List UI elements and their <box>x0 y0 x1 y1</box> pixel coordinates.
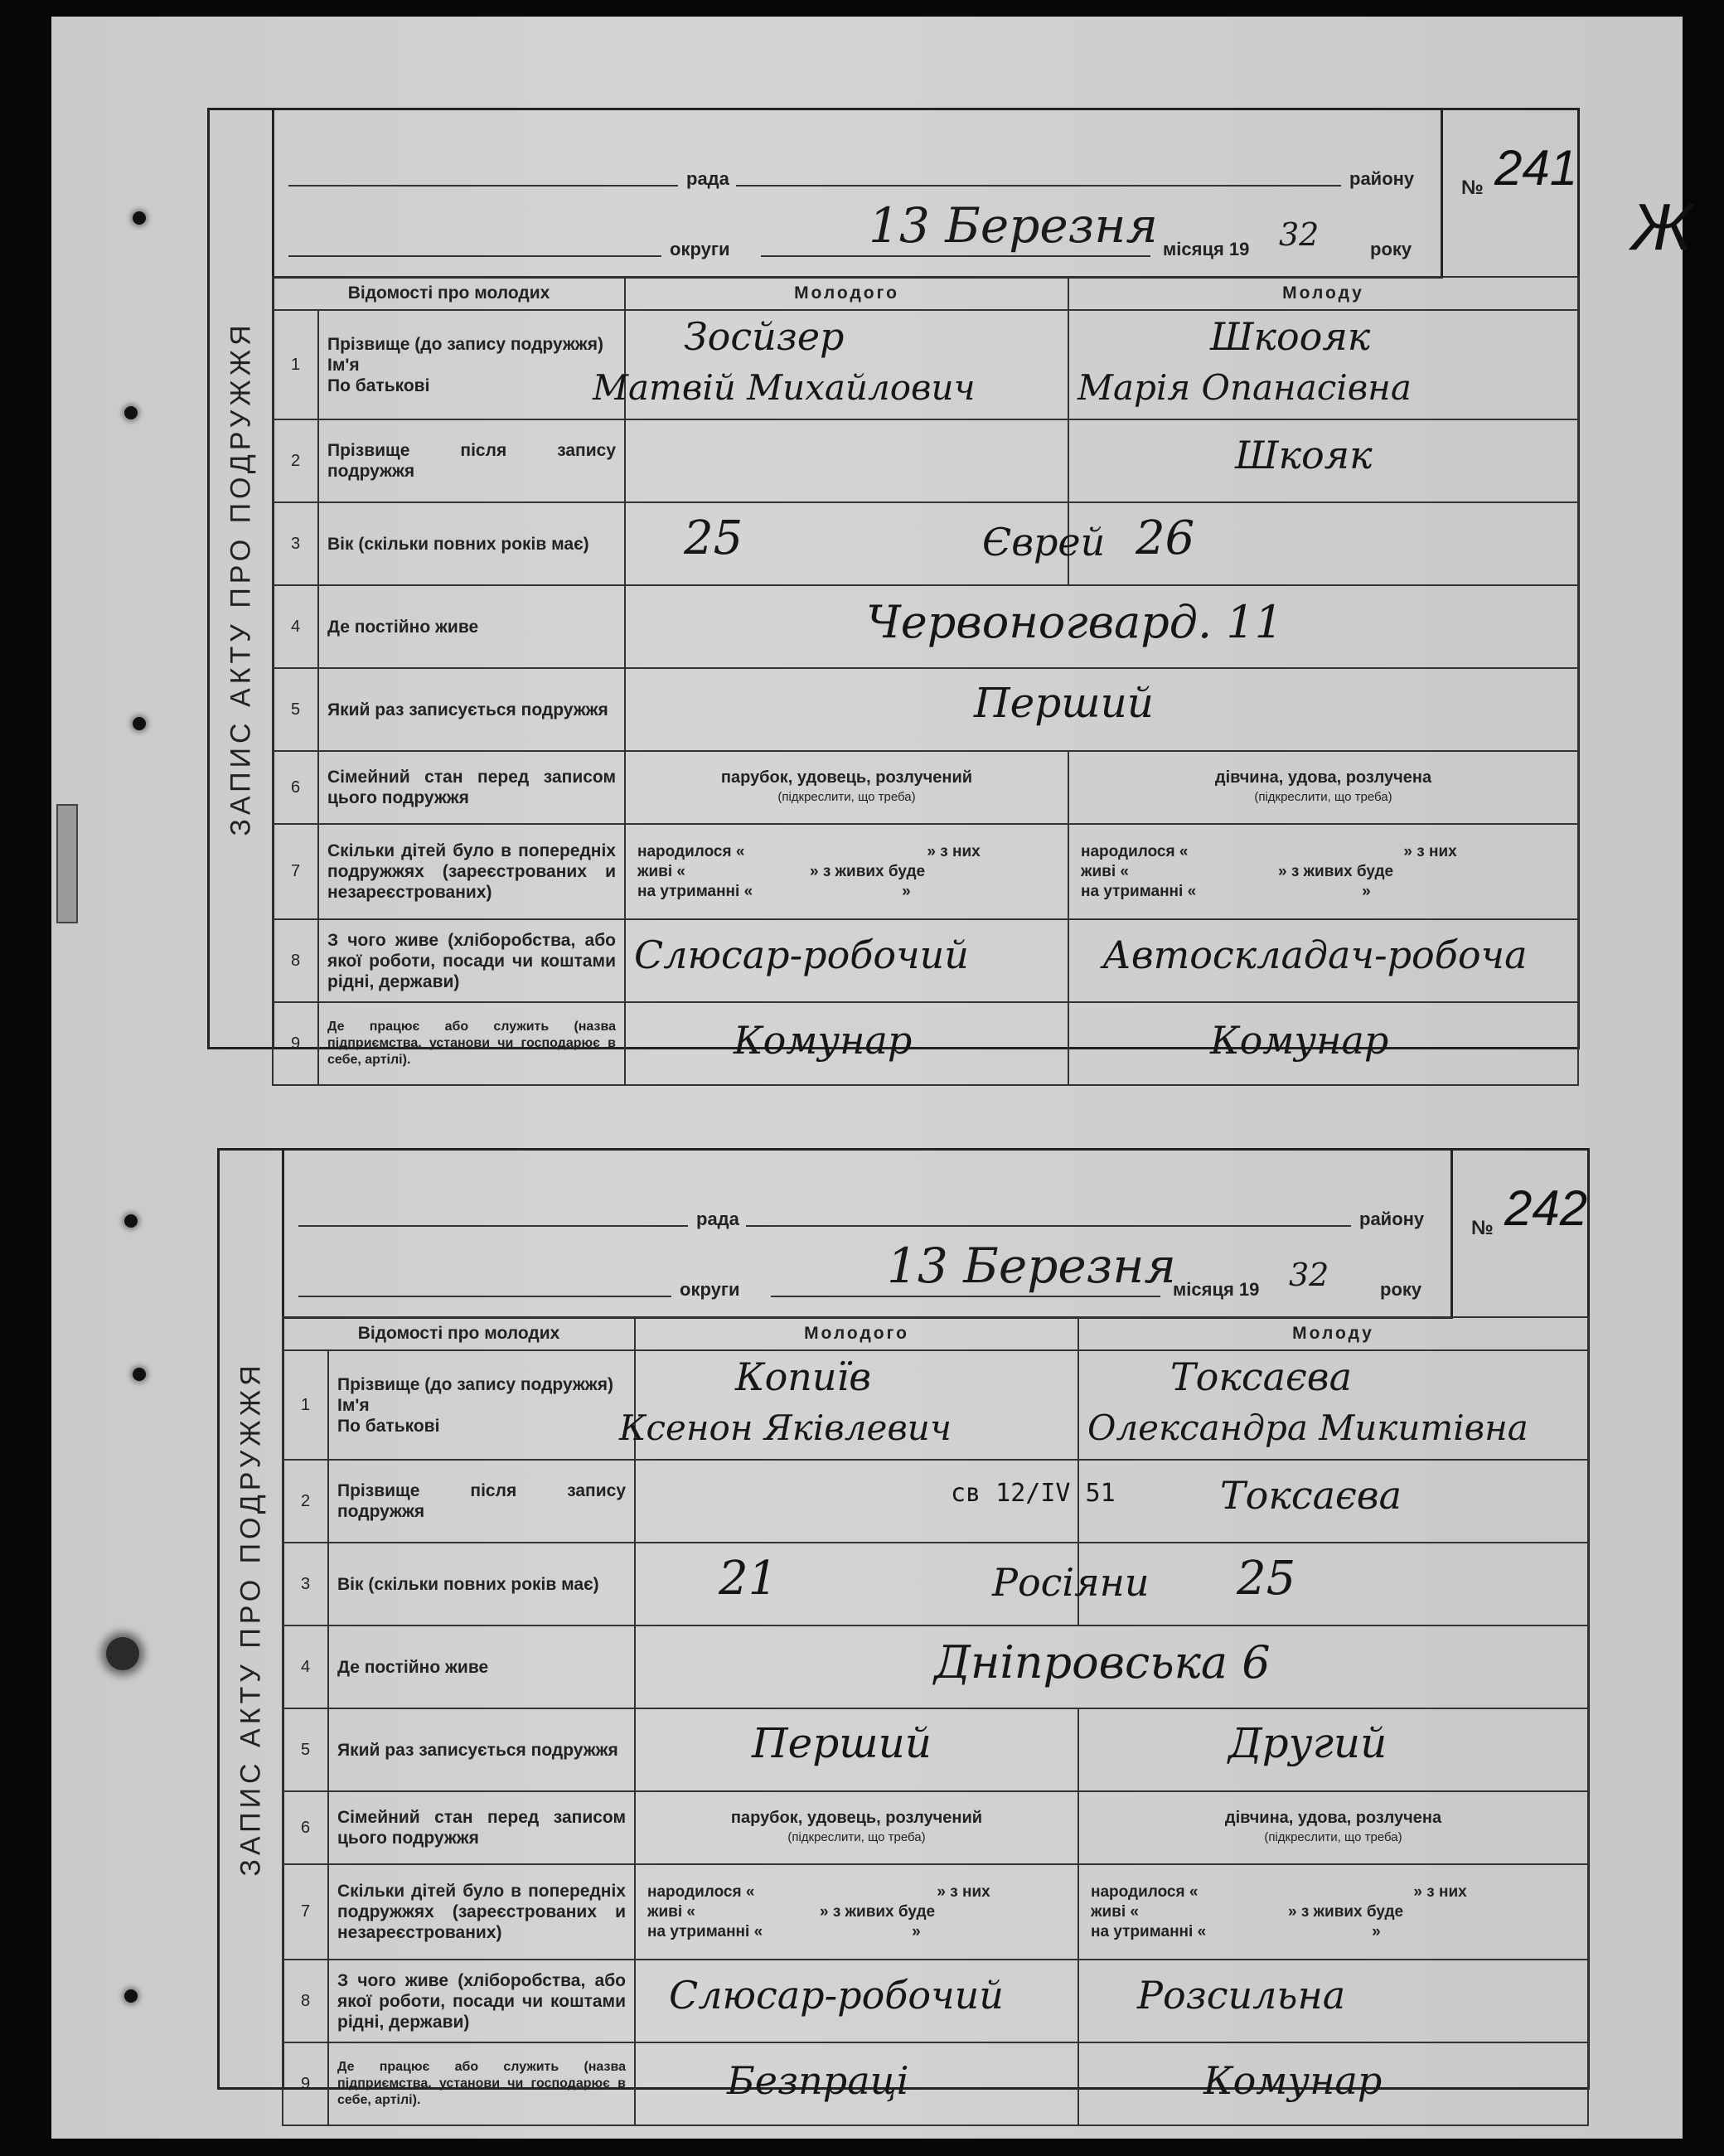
row-label-name: Прізвище (до запису подружжя) Ім'я По батькові <box>328 1350 635 1460</box>
bride-job-cell <box>1068 919 1578 1002</box>
marriage-record-1 <box>207 108 1693 1067</box>
record-header <box>272 110 1443 279</box>
groom-header: Молодого <box>635 1317 1078 1350</box>
okrug-line <box>288 255 661 257</box>
groom-children: народилося « » з них живі « » з живих буде на утриманні « » <box>625 824 1068 919</box>
binding-hole <box>124 1989 138 2003</box>
bride-name: Олександра Микитівна <box>1087 1407 1528 1448</box>
groom-name: Ксенон Яківлевич <box>619 1407 952 1448</box>
row-number: 2 <box>273 419 318 502</box>
groom-age-cell <box>635 1543 1150 1625</box>
groom-name-cell <box>593 310 1068 419</box>
marriage-record-2 <box>217 1148 1590 2107</box>
okrug-label: округи <box>670 239 730 259</box>
row-number: 9 <box>283 2042 328 2125</box>
groom-new-surname-cell <box>635 1460 1116 1543</box>
okrug-line <box>298 1296 671 1297</box>
rada-label: рада <box>696 1209 739 1229</box>
bride-times: Другий <box>1228 1719 1387 1767</box>
groom-job-cell <box>635 1960 1078 2042</box>
row-label-children: Скільки дітей було в попередніх подружжях (зареєстрованих и незареєстрованих) <box>328 1864 635 1960</box>
raion-line <box>746 1225 1351 1227</box>
groom-status: парубок, удовець, розлучений (підкреслити, що треба) <box>635 1791 1078 1864</box>
address: Дніпровська 6 <box>934 1636 1271 1688</box>
row-label-children: Скільки дітей було в попередніх подружжях (зареєстрованих и незареєстрованих) <box>318 824 625 919</box>
bride-header: Молоду <box>1068 277 1578 310</box>
side-label: ЗАПИС АКТУ ПРО ПОДРУЖЖЯ <box>210 110 274 1047</box>
number-sign: № <box>1461 177 1484 199</box>
nationality: Росіяни <box>992 1560 1150 1605</box>
row-number: 9 <box>273 1002 318 1085</box>
address-cell <box>625 585 1578 668</box>
row-label-status: Сімейний стан перед записом цього подружжя <box>318 751 625 824</box>
groom-work: Комунар <box>734 1018 913 1063</box>
groom-work-cell <box>635 2042 1078 2125</box>
bride-children: народилося « » з них живі « » з живих буде на утриманні « » <box>1068 824 1578 919</box>
binding-hole <box>124 1214 138 1228</box>
date-day: 13 Березня <box>869 197 1158 254</box>
bride-surname: Токсаєва <box>1170 1354 1352 1399</box>
row-label-workplace: Де працює або служить (назва підприємства, установи чи господарює в себе, артілі). <box>318 1002 625 1085</box>
bride-status: дівчина, удова, розлучена (підкреслити, що треба) <box>1068 751 1578 824</box>
row-number: 7 <box>273 824 318 919</box>
groom-work-cell <box>625 1002 1068 1085</box>
row-label-status: Сімейний стан перед записом цього подружжя <box>328 1791 635 1864</box>
binder-clip <box>56 804 78 923</box>
row-label-name: Прізвище (до запису подружжя) Ім'я По батькові <box>318 310 625 419</box>
side-label: ЗАПИС АКТУ ПРО ПОДРУЖЖЯ <box>220 1151 284 2087</box>
month-label: місяця 19 <box>1173 1279 1260 1300</box>
bride-job: Автоскладач-робоча <box>1102 933 1528 977</box>
groom-age: 21 <box>719 1552 778 1606</box>
groom-age-cell <box>625 502 1106 585</box>
number-sign: № <box>1471 1217 1494 1239</box>
row-label-times: Який раз записується подружжя <box>328 1708 635 1791</box>
year-suffix: 32 <box>1279 216 1320 253</box>
groom-header: Молодого <box>625 277 1068 310</box>
bride-new-surname-cell <box>1068 419 1578 502</box>
address: Червоногвард. 11 <box>866 596 1284 648</box>
row-number: 8 <box>283 1960 328 2042</box>
bride-work-cell <box>1068 1002 1578 1085</box>
groom-surname: Зосйзер <box>684 314 845 359</box>
bride-times-cell <box>1078 1708 1588 1791</box>
groom-job: Слюсар-робочий <box>634 933 969 977</box>
bride-work: Комунар <box>1203 2058 1383 2103</box>
groom-times: Перший <box>752 1719 932 1767</box>
times-cell <box>625 668 1578 751</box>
groom-age: 25 <box>684 511 743 565</box>
row-number: 7 <box>283 1864 328 1960</box>
archive-note: св 12/IV 51 <box>951 1479 1116 1508</box>
record-table <box>282 1316 1589 2126</box>
raion-label: району <box>1349 168 1415 189</box>
year-label: року <box>1370 239 1412 259</box>
row-label-age: Вік (скільки повних років має) <box>328 1543 635 1625</box>
row-number: 4 <box>273 585 318 668</box>
groom-name-cell <box>619 1350 1078 1460</box>
row-label-workplace: Де працює або служить (назва підприємства, установи чи господарює в себе, артілі). <box>328 2042 635 2125</box>
rada-line <box>288 185 678 187</box>
row-number: 5 <box>283 1708 328 1791</box>
bride-header: Молоду <box>1078 1317 1588 1350</box>
row-number: 1 <box>283 1350 328 1460</box>
address-cell <box>635 1625 1588 1708</box>
row-label-address: Де постійно живе <box>328 1625 635 1708</box>
row-label-times: Який раз записується подружжя <box>318 668 625 751</box>
bride-surname: Шкоояк <box>1210 314 1371 359</box>
groom-job: Слюсар-робочий <box>669 1973 1004 2018</box>
bride-status: дівчина, удова, розлучена (підкреслити, що треба) <box>1078 1791 1588 1864</box>
groom-job-cell <box>625 919 1068 1002</box>
record-number: 242 <box>1504 1180 1588 1236</box>
row-label-income: З чого живе (хліборобства, або якої роботи, посади чи коштами рідні, держави) <box>328 1960 635 2042</box>
bride-new-surname-cell <box>1078 1460 1588 1543</box>
bride-name: Марія Опанасівна <box>1078 367 1412 408</box>
year-label: року <box>1380 1279 1422 1300</box>
bride-new-surname: Шкояк <box>1235 433 1373 477</box>
bride-name-cell <box>1078 1350 1588 1460</box>
binding-hole <box>133 1368 146 1381</box>
bride-children: народилося « » з них живі « » з живих буде на утриманні « » <box>1078 1864 1588 1960</box>
groom-children: народилося « » з них живі « » з живих буде на утриманні « » <box>635 1864 1078 1960</box>
record-number: 241 <box>1494 140 1578 196</box>
row-number: 3 <box>273 502 318 585</box>
rada-label: рада <box>686 168 729 189</box>
row-label-new-surname: Прізвище після запису подружжя <box>318 419 625 502</box>
groom-name: Матвій Михайлович <box>593 367 976 408</box>
corner-mark: Ж <box>1631 190 1693 264</box>
row-number: 8 <box>273 919 318 1002</box>
row-number: 4 <box>283 1625 328 1708</box>
groom-work: Безпраці <box>727 2058 909 2103</box>
nationality: Єврей <box>982 520 1106 564</box>
bride-age-cell <box>1068 502 1578 585</box>
info-header: Відомості про молодих <box>283 1317 635 1350</box>
month-line <box>761 255 1150 257</box>
bride-name-cell <box>1068 310 1578 419</box>
bride-job-cell <box>1078 1960 1588 2042</box>
row-number: 3 <box>283 1543 328 1625</box>
row-number: 6 <box>283 1791 328 1864</box>
groom-times-cell <box>635 1708 1078 1791</box>
binding-hole <box>106 1637 139 1670</box>
date-day: 13 Березня <box>887 1238 1176 1294</box>
bride-age: 26 <box>1136 511 1195 565</box>
raion-label: району <box>1359 1209 1425 1229</box>
record-table <box>272 276 1579 1086</box>
binding-hole <box>133 717 146 730</box>
month-label: місяця 19 <box>1163 239 1250 259</box>
binding-hole <box>124 406 138 419</box>
raion-line <box>736 185 1341 187</box>
row-label-income: З чого живе (хліборобства, або якої роботи, посади чи коштами рідні, держави) <box>318 919 625 1002</box>
row-label-address: Де постійно живе <box>318 585 625 668</box>
record-header <box>282 1151 1453 1319</box>
bride-age-cell <box>1078 1543 1588 1625</box>
groom-surname: Копиїв <box>735 1354 872 1399</box>
bride-work: Комунар <box>1210 1018 1389 1063</box>
okrug-label: округи <box>680 1279 740 1300</box>
groom-status: парубок, удовець, розлучений (підкреслити, що треба) <box>625 751 1068 824</box>
year-suffix: 32 <box>1289 1257 1329 1293</box>
row-label-new-surname: Прізвище після запису подружжя <box>328 1460 635 1543</box>
row-number: 5 <box>273 668 318 751</box>
bride-age: 25 <box>1237 1552 1296 1606</box>
row-number: 6 <box>273 751 318 824</box>
bride-new-surname: Токсаєва <box>1220 1473 1402 1518</box>
row-number: 2 <box>283 1460 328 1543</box>
row-label-age: Вік (скільки повних років має) <box>318 502 625 585</box>
bride-work-cell <box>1078 2042 1588 2125</box>
row-number: 1 <box>273 310 318 419</box>
month-line <box>771 1296 1160 1297</box>
times: Перший <box>974 679 1154 727</box>
info-header: Відомості про молодих <box>273 277 625 310</box>
bride-job: Розсильна <box>1137 1973 1346 2018</box>
binding-hole <box>133 211 146 225</box>
groom-new-surname-cell <box>625 419 1068 502</box>
rada-line <box>298 1225 688 1227</box>
